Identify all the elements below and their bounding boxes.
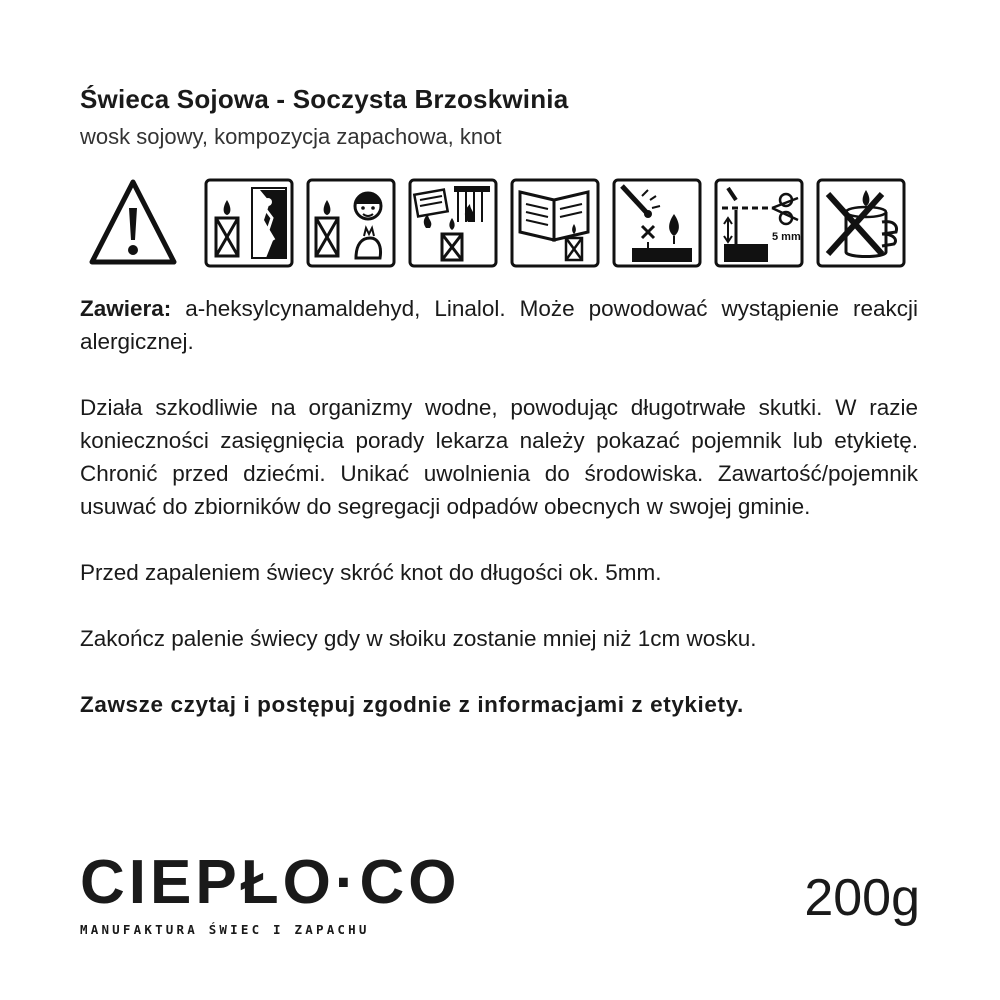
brand-logo — [80, 848, 461, 937]
safety-icons-row — [88, 178, 920, 270]
contains-label: Zawiera: — [80, 296, 172, 321]
svg-text:5 mm: 5 mm — [772, 231, 801, 243]
no-match-dropping-icon — [612, 178, 702, 268]
contains-paragraph — [80, 292, 918, 358]
wick-paragraph: Przed zapaleniem świecy skróć knot do długości ok. 5mm. — [80, 560, 662, 585]
read-instructions-icon — [510, 178, 600, 268]
hazard-paragraph: Działa szkodliwie na organizmy wodne, powodując długotrwałe skutki. W razie konieczności zasięgnięcia porady lekarza należy pokazać pojemnik lub etykietę. Chronić przed dziećmi. Unikać uwolnienia do środowiska. Zawartość/pojemnik usuwać do zbiorników do segregacji odpadów obecnych w swojej gminie. — [80, 395, 918, 519]
keep-away-flammables-icon — [408, 178, 498, 268]
product-ingredients: wosk sojowy, kompozycja zapachowa, knot — [80, 124, 502, 149]
brand-tagline: MANUFAKTURA ŚWIEC I ZAPACHU — [80, 922, 370, 937]
warning-text-block — [80, 292, 918, 721]
keep-from-children-pets-icon — [306, 178, 396, 268]
do-not-move-lit-candle-icon — [816, 178, 906, 268]
product-title: Świeca Sojowa - Soczysta Brzoskwinia — [80, 84, 569, 114]
final-paragraph: Zawsze czytaj i postępuj zgodnie z informacjami z etykiety. — [80, 692, 744, 717]
net-weight: 200g — [804, 869, 920, 927]
no-unattended-candle-icon — [204, 178, 294, 268]
brand-name: CIEPŁO·CO — [80, 848, 461, 917]
candle-label — [80, 0, 920, 1000]
burn-paragraph: Zakończ palenie świecy gdy w słoiku zostanie mniej niż 1cm wosku. — [80, 626, 757, 651]
warning-triangle-icon — [88, 178, 178, 268]
trim-wick-icon — [714, 178, 804, 268]
contains-text: a-heksylcynamaldehyd, Linalol. Może powodować wystąpienie reakcji alergicznej. — [80, 296, 918, 354]
